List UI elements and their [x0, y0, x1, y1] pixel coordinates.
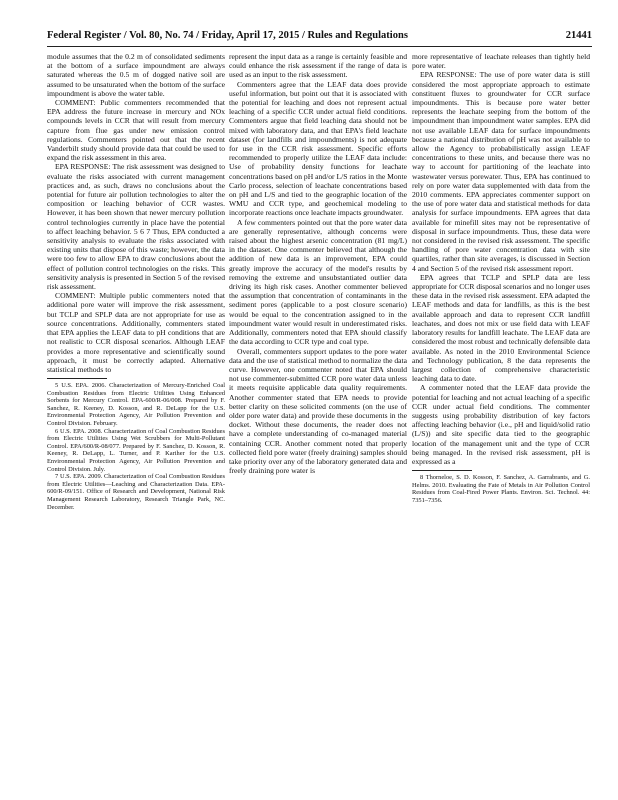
header-title: Federal Register / Vol. 80, No. 74 / Friday, April 17, 2015 / Rules and Regulations — [47, 30, 408, 41]
footnote-6: 6 U.S. EPA. 2008. Characterization of Coal Combustion Residues from Electric Utilities Using Wet Scrubbers for Multi-Pollutant Control. EPA/600/R-08/077. Prepared by F. Sanchez, D. Kosson, R. Keeney, R. DeLapp, L. Turner, and P. Kariher for the U.S. Environmental Protection Agency, Air Pollution Prevention and Control Division. July. — [47, 427, 225, 473]
col1-paragraph-2: COMMENT: Public commenters recommended that EPA address the future increase in mercury and NOx compounds levels in CCR that will result from mercury capture from flue gas under new emission control regulations. Commenters pointed out that the recent Vanderbilt study should provide data that could be used to expand the risk assessment in this area. — [47, 98, 225, 163]
footnote-rule-col3 — [412, 470, 472, 471]
page-header — [47, 30, 592, 44]
col3-paragraph-4: A commenter noted that the LEAF data provide the potential for leaching and not actual leaching of a specific CCR under actual field conditions. The commenter suggests using probability distribution of key factors affecting leaching behavior (i.e., pH and liquid/solid ratio (L/S)) and site specific data tied to the geographic location of the management unit and the type of CCR being managed. In the revised risk assessment, pH is expressed as a — [412, 383, 590, 466]
column-1 — [47, 52, 225, 511]
column-2 — [229, 52, 407, 475]
col2-paragraph-3: A few commenters pointed out that the pore water data are generally representative, although concerns were raised about the highest arsenic concentration (81 mg/L) in the dataset. One commenter believed that although the addition of new data is an improvement, EPA could greatly improve the accuracy of the model's results by removing the extreme and unsubstantiated outlier data driving its high risk cases. Another commenter believed the assumption that concentration of contaminants in the sediment pores (applicable to a post closure scenario) would be equal to the concentration assigned to in the impoundment water would result in underestimated risks. Additionally, commenters noted that EPA should classify the data according to CCR type and coal type. — [229, 217, 407, 347]
header-rule — [47, 46, 592, 47]
footnote-5: 5 U.S. EPA. 2006. Characterization of Mercury-Enriched Coal Combustion Residues from Electric Utilities Using Enhanced Sorbents for Mercury Control. EPA-600/R-06/008. Prepared by F. Sanchez, R. Keeney, D. Kosson, and R. DeLapp for the U.S. Environmental Protection Agency, Air Pollution Prevention and Control Division. February. — [47, 382, 225, 428]
col3-paragraph-2: EPA RESPONSE: The use of pore water data is still considered the most appropriate approach to estimate constituent fluxes to groundwater for CCR surface impoundments. This is because pore water better represents the leachate seeping from the bottom of the impoundment than impoundment water samples. EPA did not use available LEAF data for surface impoundments because a national distribution of pH was not available to allow the Agency to probabilistically assign LEAF concentrations to these units, and because there was no way to account for partitioning of the leachate into wastewater versus porewater. Thus, EPA has continued to rely on pore water data supplemented with data from the 2010 comments. EPA appreciates commenter support on the use of pore water data and statistical methods for data analysis for surface impoundments. EPA agrees that data available for minefill sites may not be representative of disposal in surface impoundments. Thus, these data were not considered in the revised risk assessment. The specific handling of pore water concentration data with site quartiles, rather than site averages, is discussed in Section 4 and Section 5 of the revised risk assessment report. — [412, 70, 590, 273]
col2-paragraph-4: Overall, commenters support updates to the pore water data and the use of statistical method to normalize the data curve. However, one commenter noted that EPA should not use commenter-submitted CCR pore water data unless it meets requisite applicable data quality requirements. Another commenter stated that EPA needs to provide better clarity on these solicited comments (on the use of older pore water data) and provide these documents in the docket. Without these documents, the reader does not have a complete understanding of co-managed material containing CCR. Another comment noted that properly collected field pore water (freely draining) samples should take priority over any of the laboratory generated data and freely draining pore water is — [229, 346, 407, 476]
col3-paragraph-1: more representative of leachate releases than tightly held pore water. — [412, 52, 590, 71]
header-page-number: 21441 — [565, 30, 592, 41]
footnote-8: 8 Thorneloe, S. D. Kosson, F. Sanchez, A. Garrabrants, and G. Helms. 2010. Evaluating the Fate of Metals in Air Pollution Control Residues from Coal-Fired Power Plants. Environ. Sci. Technol. 44: 7351–7356. — [412, 474, 590, 504]
col2-paragraph-2: Commenters agree that the LEAF data does provide useful information, but point out that it is associated with the potential for leaching and does not represent actual leaching of a specific CCR under actual field conditions. Commenters argue that field leaching data should not be mixed with laboratory data, and that EPA's field leachate dataset (for landfills and impoundments) is not adequate for use in the CCR risk assessment. Specific efforts recommended to properly utilize the LEAF data include: Use of probability density functions for leachate concentrations based on pH and/or L/S ratios in the Monte Carlo process, selection of leachate concentrations based on pH and L/S and tied to the geographic location of the WMU and CCR type, and geochemical modeling to incorporate reactions once leachate impacts groundwater. — [229, 79, 407, 218]
col3-paragraph-3: EPA agrees that TCLP and SPLP data are less appropriate for CCR disposal scenarios and no longer uses these data in the revised risk assessment. EPA adapted the LEAF methods and data for landfills, as this is the best available approach and data to represent CCR landfill leachates, and does not mix or use field data with LEAF laboratory results for landfill leachate. The LEAF data are considered the most robust and technically defensible data available. As noted in the 2010 Environmental Science and Technology publication, 8 the data represents the largest collection of comprehensive characteristic leaching data to date. — [412, 272, 590, 384]
col1-paragraph-4: COMMENT: Multiple public commenters noted that additional pore water will improve the risk assessment, but TCLP and SPLP data are not appropriate for use as source concentrations. Additionally, commenters stated that EPA applies the LEAF data to pH conditions that are not realistic to CCR disposal scenarios. Although LEAF provides a more representative and scientifically sound approach, it must be correctly adapted. Alternative statistical methods to — [47, 291, 225, 374]
col2-paragraph-1: represent the input data as a range is certainly feasible and could enhance the risk assessment if the range of data is used as an input to the risk assessment. — [229, 52, 407, 80]
col1-paragraph-1: module assumes that the 0.2 m of consolidated sediments at the bottom of a surface impoundment are always saturated whereas the 0.5 m of dogged native soil are assumed to be unsaturated when the bottom of the surface impoundment is above the water table. — [47, 52, 225, 98]
col1-paragraph-3: EPA RESPONSE: The risk assessment was designed to evaluate the risks associated with current management practices and, as such, draws no conclusions about the potential for future air pollution technologies to alter the composition or leaching behavior of CCR wastes. However, it has been shown that newer mercury pollution control technologies currently in place have the potential to affect leaching behavior. 5 6 7 Thus, EPA conducted a sensitivity analysis to evaluate the risks associated with existing units that dispose of this waste; however, the data were too few to allow EPA to draw conclusions about the effect of pollution control technologies on the risks. This sensitivity analysis is presented in Section 5 of the revised risk assessment. — [47, 162, 225, 292]
footnote-rule — [47, 378, 107, 379]
footnote-7: 7 U.S. EPA. 2009. Characterization of Coal Combustion Residues from Electric Utilities—Leaching and Characterization Data. EPA-600/R-09/151. Office of Research and Development, National Risk Management Research Laboratory, Research Triangle Park, NC. December. — [47, 473, 225, 511]
column-3 — [412, 52, 590, 505]
